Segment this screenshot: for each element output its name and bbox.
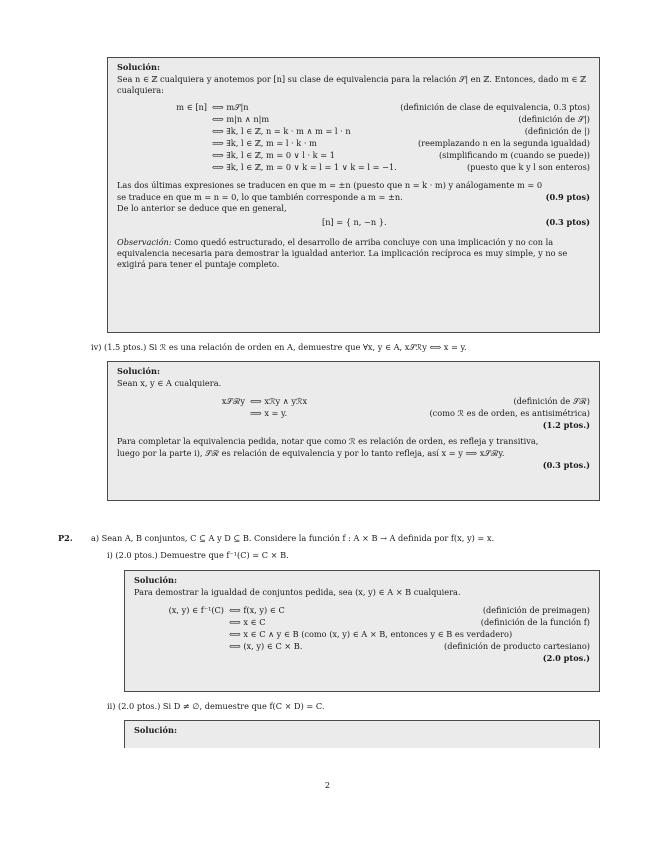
equation-line [134,605,590,617]
equation-mid: ⟺ ∃k, l ∈ ℤ, m = 0 ∨ k = l = 1 ∨ k = l = −1. [212,162,397,173]
equation-justification: (definición de |) [524,126,590,137]
page-number: 2 [324,780,331,790]
observation [117,237,590,269]
equation-mid: ⟺ x ∈ C [229,616,266,627]
intro-text: Para demostrar la igualdad de conjuntos pedida, sea (x, y) ∈ A × B cualquiera. [134,586,461,597]
equation-justification: (puesto que k y l son enteros) [466,162,590,173]
equation-mid: ⟹ ∃k, l ∈ ℤ, m = l · k · m [212,138,317,149]
equation-justification: (como ℛ es de orden, es antisimétrica) [429,407,590,418]
equation-justification: (definición de la función f) [480,616,590,627]
after-text-3: De lo anterior se deduce que en general, [117,203,287,214]
equation-mid: ⟺ m|n ∧ n|m [212,114,270,125]
equation-justification: (definición de clase de equivalencia, 0.3 ptos) [400,102,590,113]
equation-line [134,617,590,629]
equation-justification: (reemplazando n en la segunda igualdad) [418,138,590,149]
equation-line [134,629,590,641]
equation-mid: ⟺ ∃k, l ∈ ℤ, m = 0 ∨ l · k = 1 [212,150,335,161]
after-text-2: se traduce en que m = n = 0, lo que también corresponde a m = ±n. [117,192,403,203]
equation-line [117,114,590,126]
equation-mid: ⟺ (x, y) ∈ C × B. [229,640,303,651]
after-text-1: Las dos últimas expresiones se traducen en que m = ±n (puesto que n = k · m) y análogamente m = 0 [117,180,543,191]
equation-justification: (definición de producto cartesiano) [444,640,590,651]
solution-title: Solución: [134,575,177,585]
equation-justification: (definición de 𝒮|) [518,114,590,125]
end-text-2: luego por la parte i), 𝒮ℛ es relación de equivalencia y por lo tanto refleja, así x = y ⟹ x𝒮ℛy. [117,448,505,459]
equation-mid: ⟺ x ∈ C ∧ y ∈ B (como (x, y) ∈ A × B, entonces y ∈ B es verdadero) [229,628,513,639]
equation-lhs: m ∈ [n] [176,102,207,113]
item-ii: ii) (2.0 ptos.) Si D ≠ ∅, demuestre que f(C × D) = C. [107,701,325,711]
equation-line [117,126,590,138]
equation-line [117,396,590,408]
equation-line [117,408,590,420]
equation-line [117,150,590,162]
item-iv: iv) (1.5 ptos.) Si ℛ es una relación de orden en A, demuestre que ∀x, y ∈ A, x𝒮ℛy ⟺ x = y. [91,342,467,352]
solution-title: Solución: [134,725,177,735]
equation-line [117,138,590,150]
equation-justification: (simplificando m (cuando se puede)) [438,150,590,161]
equation-mid: ⟹ x = y. [250,407,288,418]
equation-lhs: (x, y) ∈ f⁻¹(C) [168,604,224,615]
equation-mid: ⟺ xℛy ∧ yℛx [250,395,308,406]
points-label: (2.0 ptos.) [542,652,590,663]
points-label: (0.3 ptos.) [542,460,590,471]
end-text-1: Para completar la equivalencia pedida, notar que como ℛ es relación de orden, es refleja y transitiva, [117,436,539,447]
formula-line [117,217,590,231]
equation-mid: ⟺ m𝒮|n [212,102,249,113]
solution-box-4 [124,720,600,748]
solution-box-2 [107,361,600,501]
problem-label: P2. [58,533,73,543]
equation-line [117,162,590,174]
intro-text: Sea n ∈ ℤ cualquiera y anotemos por [n] su clase de equivalencia para la relación 𝒮| en ℤ. Entonces, dado m ∈ ℤ cualquiera: [117,73,587,95]
points-label: (0.9 ptos) [545,192,590,203]
equation-justification: (definición de 𝒮ℛ) [513,395,590,406]
solution-title: Solución: [117,366,160,376]
observation-text: Como quedó estructurado, el desarrollo de arriba concluye con una implicación y no con la equivalencia necesaria para demostrar la igualdad anterior. La implicación recíproca es muy simple, y no se exigirá para tener el puntaje completo. [117,236,568,269]
solution-box-1 [107,57,600,333]
intro-text: Sean x, y ∈ A cualquiera. [117,377,222,388]
equation-mid: ⟺ ∃k, l ∈ ℤ, n = k · m ∧ m = l · n [212,126,351,137]
equation-line [117,102,590,114]
solution-box-3 [124,570,600,692]
observation-label: Observación: [117,236,172,247]
points-label: (1.2 ptos.) [542,419,590,430]
formula: [n] = { n, −n }. [322,216,387,227]
equation-line [134,641,590,653]
points-label: (0.3 ptos) [545,216,590,227]
equation-mid: ⟺ f(x, y) ∈ C [229,604,285,615]
solution-title: Solución: [117,62,160,72]
equation-justification: (definición de preimagen) [482,604,590,615]
item-i: i) (2.0 ptos.) Demuestre que f⁻¹(C) = C × B. [107,550,289,560]
equation-lhs: x𝒮ℛy [221,395,245,406]
part-a-text: a) Sean A, B conjuntos, C ⊆ A y D ⊆ B. Considere la función f : A × B → A definida por f(x, y) = x. [91,533,495,543]
